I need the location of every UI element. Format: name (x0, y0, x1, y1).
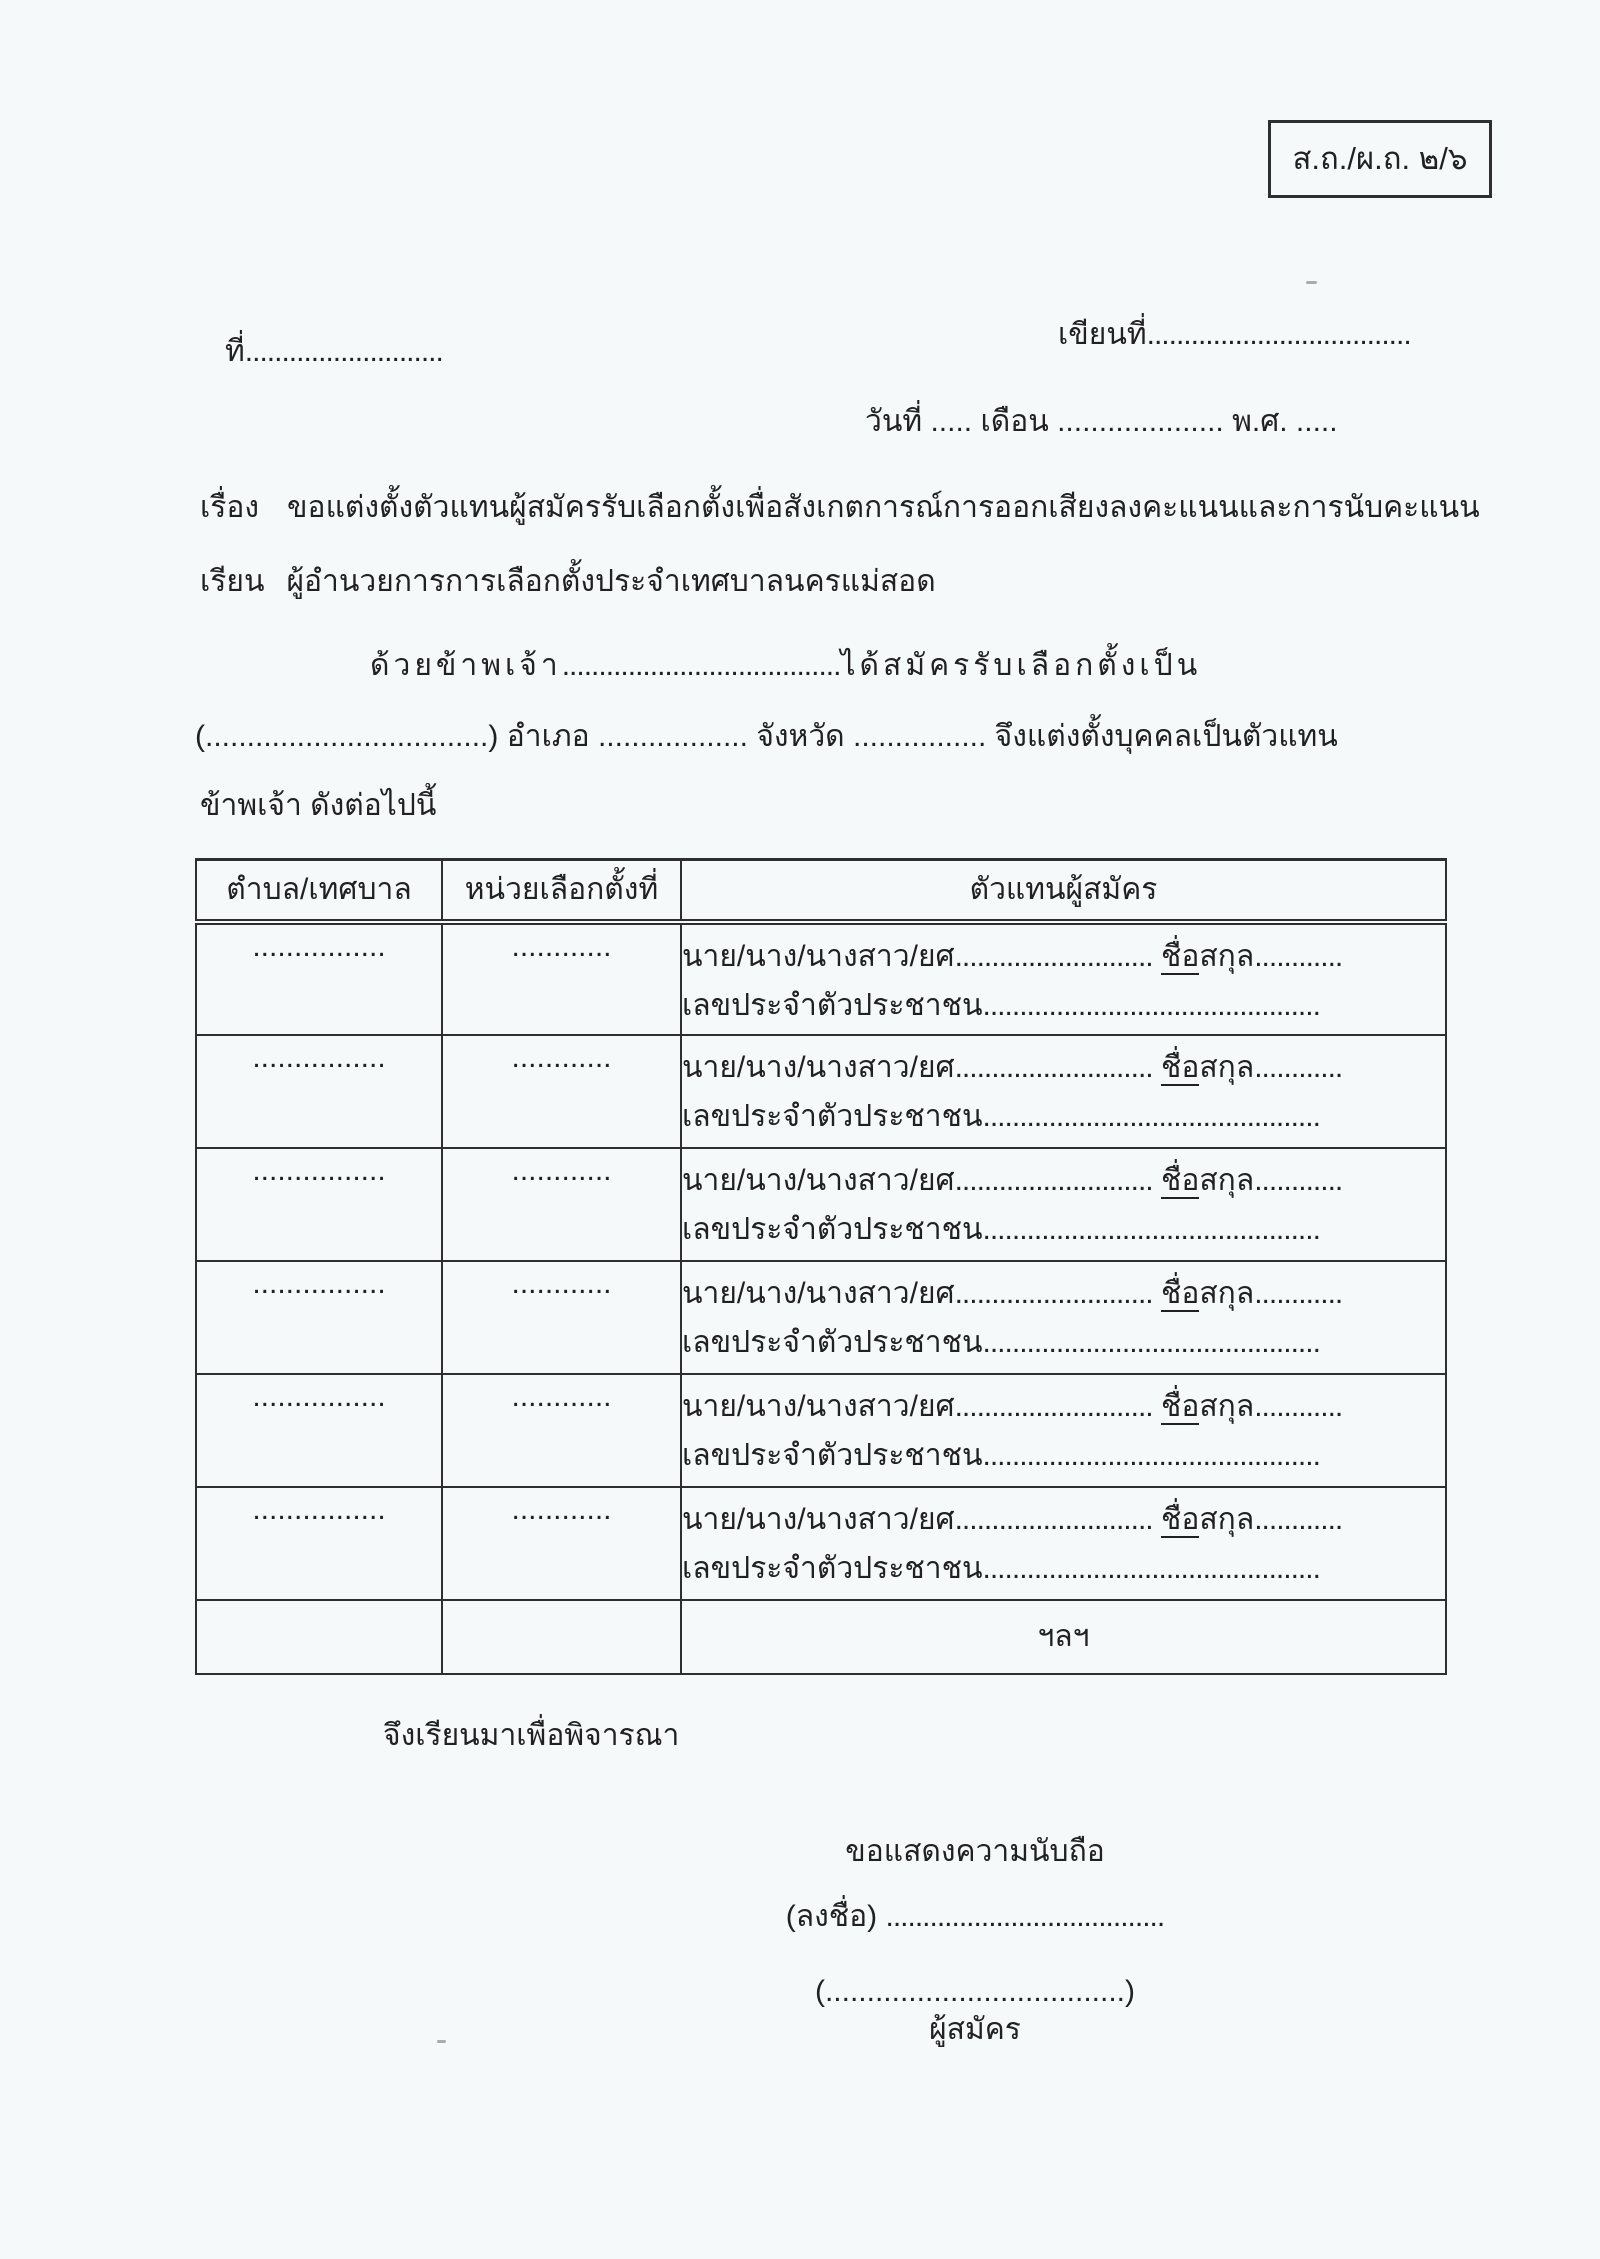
subdistrict-blank: ................ (196, 1035, 442, 1148)
rep-title-prefix: นาย/นาง/นางสาว/ยศ (682, 1050, 955, 1084)
subdistrict-blank: ................ (196, 1374, 442, 1487)
rep-name-line (682, 1385, 1445, 1429)
rep-id-line (682, 984, 1445, 1028)
signer-role: ผู้สมัคร (929, 2013, 1021, 2046)
form-code-box (1268, 120, 1492, 198)
rep-surname-blank: ............ (1254, 1163, 1343, 1197)
date-line: วันที่ ..... เดือน .................... พ.ศ. ..... (865, 405, 1338, 438)
rep-surname-label-underlined: ชื่อ (1160, 1276, 1200, 1310)
rep-name-blank: ........................... (954, 1389, 1153, 1423)
rep-surname-blank: ............ (1254, 1389, 1343, 1423)
subdistrict-blank: ................ (196, 922, 442, 1035)
rep-id-label: เลขประจำตัวประชาชน (682, 1100, 983, 1133)
table-row (196, 1374, 1446, 1487)
rep-id-blank: .............................................. (982, 1439, 1320, 1472)
representative-cell (681, 922, 1446, 1035)
rep-surname-label-rest: สกุล (1199, 1050, 1255, 1084)
applicant-name-blank: ...................................... (561, 649, 841, 682)
written-at-blank: .................................... (1146, 318, 1411, 351)
unit-blank: ............ (442, 1374, 681, 1487)
rep-surname-label-rest: สกุล (1199, 1276, 1255, 1310)
rep-id-label: เลขประจำตัวประชาชน (682, 1213, 983, 1246)
rep-surname-blank: ............ (1254, 1050, 1343, 1084)
rep-id-label: เลขประจำตัวประชาชน (682, 989, 983, 1022)
subdistrict-blank: ................ (196, 1148, 442, 1261)
body-line-3: ข้าพเจ้า ดังต่อไปนี้ (200, 789, 437, 822)
representative-cell (681, 1487, 1446, 1600)
table-row (196, 1261, 1446, 1374)
rep-surname-label-underlined: ชื่อ (1160, 1389, 1200, 1423)
rep-name-blank: ........................... (954, 1050, 1153, 1084)
body-line-2: (..................................) อำเภอ .................. จังหวัด ................ จึงแต่งตั้งบุคคลเป็นตัวแทน (195, 720, 1338, 753)
subdistrict-blank: ................ (196, 1261, 442, 1374)
salutation-label: เรียน (200, 565, 265, 598)
rep-name-line (682, 1046, 1445, 1090)
rep-surname-label-underlined: ชื่อ (1160, 1163, 1200, 1197)
rep-name-blank: ........................... (954, 939, 1153, 973)
subject-label: เรื่อง (200, 491, 260, 524)
table-header-subdistrict: ตำบล/เทศบาล (196, 860, 442, 922)
etc-subdistrict-cell (196, 1600, 442, 1674)
rep-name-blank: ........................... (954, 1502, 1153, 1536)
signer-name-line: (....................................) (814, 1975, 1136, 2008)
salutation-text: ผู้อำนวยการการเลือกตั้งประจำเทศบาลนครแม่สอด (286, 565, 936, 598)
etc-unit-cell (442, 1600, 681, 1674)
rep-surname-label-rest: สกุล (1199, 1502, 1255, 1536)
rep-surname-label-underlined: ชื่อ (1160, 1502, 1200, 1536)
rep-title-prefix: นาย/นาง/นางสาว/ยศ (682, 1502, 955, 1536)
rep-id-label: เลขประจำตัวประชาชน (682, 1439, 983, 1472)
document-number-line (225, 330, 443, 374)
rep-name-line (682, 935, 1445, 979)
rep-id-blank: .............................................. (982, 1213, 1320, 1246)
rep-name-blank: ........................... (954, 1276, 1153, 1310)
rep-id-line (682, 1547, 1445, 1591)
representative-cell (681, 1148, 1446, 1261)
rep-surname-label-underlined: ชื่อ (1160, 1050, 1200, 1084)
rep-title-prefix: นาย/นาง/นางสาว/ยศ (682, 1276, 955, 1310)
document-number-blank: ........................... (244, 335, 443, 368)
consideration-line: จึงเรียนมาเพื่อพิจารณา (383, 1719, 680, 1752)
signature-blank: ...................................... (885, 1900, 1165, 1933)
rep-surname-blank: ............ (1254, 1502, 1343, 1536)
rep-id-blank: .............................................. (982, 1326, 1320, 1359)
table-row (196, 922, 1446, 1035)
table-row (196, 1148, 1446, 1261)
body-line-1 (370, 644, 1201, 688)
rep-id-blank: .............................................. (982, 1552, 1320, 1585)
salutation-line (200, 560, 936, 604)
representative-cell (681, 1261, 1446, 1374)
table-header-unit: หน่วยเลือกตั้งที่ (442, 860, 681, 922)
rep-surname-label-underlined: ชื่อ (1160, 939, 1200, 973)
subdistrict-blank: ................ (196, 1487, 442, 1600)
rep-surname-blank: ............ (1254, 939, 1343, 973)
subject-text: ขอแต่งตั้งตัวแทนผู้สมัครรับเลือกตั้งเพื่อสังเกตการณ์การออกเสียงลงคะแนนและการนับคะแนน (287, 491, 1480, 524)
rep-title-prefix: นาย/นาง/นางสาว/ยศ (682, 939, 955, 973)
unit-blank: ............ (442, 1035, 681, 1148)
rep-surname-label-rest: สกุล (1199, 1389, 1255, 1423)
representative-cell (681, 1035, 1446, 1148)
rep-name-line (682, 1159, 1445, 1203)
representatives-table-body (196, 922, 1446, 1600)
table-row (196, 1487, 1446, 1600)
document-number-label: ที่ (225, 335, 245, 368)
unit-blank: ............ (442, 922, 681, 1035)
rep-id-line (682, 1208, 1445, 1252)
respect-line: ขอแสดงความนับถือ (845, 1835, 1105, 1868)
rep-title-prefix: นาย/นาง/นางสาว/ยศ (682, 1389, 955, 1423)
written-at-label: เขียนที่ (1058, 318, 1147, 351)
body-line-1-tail: ได้สมัครรับเลือกตั้งเป็น (840, 649, 1202, 682)
table-row (196, 1035, 1446, 1148)
rep-id-line (682, 1434, 1445, 1478)
form-code: ส.ถ./ผ.ถ. ๒/๖ (1292, 140, 1468, 176)
rep-id-line (682, 1095, 1445, 1139)
rep-name-line (682, 1272, 1445, 1316)
rep-id-label: เลขประจำตัวประชาชน (682, 1326, 983, 1359)
rep-id-blank: .............................................. (982, 1100, 1320, 1133)
rep-surname-blank: ............ (1254, 1276, 1343, 1310)
unit-blank: ............ (442, 1148, 681, 1261)
rep-name-blank: ........................... (954, 1163, 1153, 1197)
signature-label: (ลงชื่อ) (785, 1900, 878, 1933)
rep-surname-label-rest: สกุล (1199, 939, 1255, 973)
table-header-row (196, 860, 1446, 922)
representatives-table (195, 858, 1447, 1675)
etc-row (196, 1600, 1446, 1674)
body-line-1-lead: ด้วยข้าพเจ้า (370, 649, 562, 682)
etc-label: ฯลฯ (681, 1600, 1446, 1674)
rep-id-blank: .............................................. (982, 989, 1320, 1022)
scan-artifact-dash (1306, 281, 1317, 284)
rep-surname-label-rest: สกุล (1199, 1163, 1255, 1197)
signature-line (650, 1895, 1300, 1939)
rep-name-line (682, 1498, 1445, 1542)
subject-line (200, 486, 1480, 530)
rep-title-prefix: นาย/นาง/นางสาว/ยศ (682, 1163, 955, 1197)
unit-blank: ............ (442, 1261, 681, 1374)
rep-id-line (682, 1321, 1445, 1365)
table-header-representative: ตัวแทนผู้สมัคร (681, 860, 1446, 922)
written-at-line (1058, 313, 1411, 357)
rep-id-label: เลขประจำตัวประชาชน (682, 1552, 983, 1585)
representative-cell (681, 1374, 1446, 1487)
scan-artifact-dash (437, 2040, 446, 2043)
unit-blank: ............ (442, 1487, 681, 1600)
